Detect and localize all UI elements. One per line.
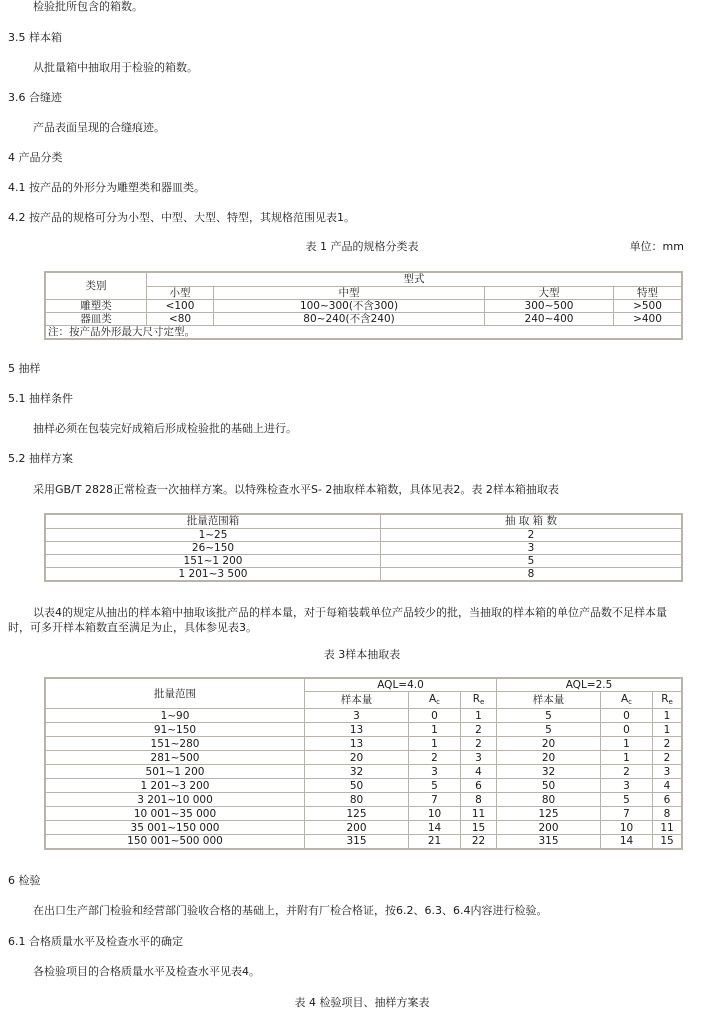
table1-category-header: 类别: [45, 272, 147, 299]
table2-header-count: 抽 取 箱 数: [381, 514, 683, 528]
heading-5-1: 5.1 抽样条件: [8, 392, 73, 405]
table3-cell: 11: [461, 807, 497, 821]
re-subscript: e: [668, 697, 673, 706]
table3-cell: 21: [409, 835, 461, 849]
table2: [44, 513, 683, 582]
table3-cell: 6: [461, 779, 497, 793]
table3-cell: 2: [653, 751, 683, 765]
table1-col-large: 大型: [485, 286, 614, 299]
table-row: [45, 835, 682, 849]
table3-cell: 5: [497, 723, 601, 737]
table-row: [45, 737, 682, 751]
table-row: [45, 567, 682, 581]
table3-cell: 3: [461, 751, 497, 765]
table3-cell: 5: [497, 709, 601, 723]
table1-row-name: 器皿类: [45, 312, 147, 325]
table3-cell: 1: [601, 737, 653, 751]
paragraph-3-5: 从批量箱中抽取用于检验的箱数。: [33, 61, 198, 74]
table3-cell: 1: [601, 751, 653, 765]
table3-cell: 50: [497, 779, 601, 793]
table-row: [45, 709, 682, 723]
table3-cell: 10: [409, 807, 461, 821]
table3-cell: 2: [601, 765, 653, 779]
table3-cell: 20: [497, 751, 601, 765]
table3-range-cell: 10 001~35 000: [45, 807, 305, 821]
paragraph-6-1: 各检验项目的合格质量水平及检查水平见表4。: [33, 965, 260, 978]
paragraph-5-2b: 以表4的规定从抽出的样本箱中抽取该批产品的样本量，对于每箱装载单位产品较少的批，当抽取的样本箱的单位产品数不足样本量时，可多开样本箱数直至满足为止，具体参见表3。: [8, 606, 667, 634]
table2-cell: 2: [381, 528, 683, 541]
table3-re-header: [653, 692, 683, 709]
table1-cell: 240~400: [485, 312, 614, 325]
table1-cell: <80: [147, 312, 214, 325]
table-row: [45, 779, 682, 793]
table3-cell: 5: [409, 779, 461, 793]
paragraph-5-1: 抽样必须在包装完好成箱后形成检验批的基础上进行。: [33, 422, 297, 435]
table-row: [45, 541, 682, 554]
ac-letter: A: [428, 692, 437, 705]
table3-cell: 125: [305, 807, 409, 821]
table3-range-cell: 35 001~150 000: [45, 821, 305, 835]
table3-cell: 3: [409, 765, 461, 779]
heading-5: 5 抽样: [8, 362, 41, 375]
table3-cell: 80: [497, 793, 601, 807]
table2-cell: 1~25: [45, 528, 381, 541]
table1-cell: 80~240(不含240): [214, 312, 485, 325]
table3-cell: 200: [305, 821, 409, 835]
table1-type-header: 型式: [147, 272, 683, 286]
table3-ac-header: [601, 692, 653, 709]
table1: [44, 271, 683, 340]
table2-cell: 3: [381, 541, 683, 554]
table3-cell: 20: [305, 751, 409, 765]
heading-4-2: 4.2 按产品的规格可分为小型、中型、大型、特型，其规格范围见表1。: [8, 211, 355, 224]
table3-cell: 2: [461, 723, 497, 737]
table3-cell: 8: [461, 793, 497, 807]
ac-letter: A: [620, 692, 629, 705]
table-row: [45, 751, 682, 765]
table3-cell: 2: [653, 737, 683, 751]
table3-cell: 7: [601, 807, 653, 821]
table3-range-cell: 1~90: [45, 709, 305, 723]
table3-range-cell: 1 201~3 200: [45, 779, 305, 793]
table3-cell: 15: [653, 835, 683, 849]
table1-col-medium: 中型: [214, 286, 485, 299]
table1-row-name: 雕塑类: [45, 299, 147, 312]
table-row: [45, 312, 682, 325]
re-letter: R: [472, 692, 480, 705]
table-row: [45, 807, 682, 821]
table-row: [45, 299, 682, 312]
table3-cell: 11: [653, 821, 683, 835]
table3-cell: 315: [497, 835, 601, 849]
re-subscript: e: [479, 697, 485, 706]
table3-cell: 50: [305, 779, 409, 793]
table3-cell: 15: [461, 821, 497, 835]
table1-note: 注：按产品外形最大尺寸定型。: [45, 325, 682, 339]
table1-caption: 表 1 产品的规格分类表: [305, 240, 419, 253]
table-row: [45, 528, 682, 541]
table3-cell: 20: [497, 737, 601, 751]
table-row: [45, 723, 682, 737]
table3-aql-4-0: AQL=4.0: [305, 678, 497, 692]
table3-range-cell: 281~500: [45, 751, 305, 765]
table3-cell: 3: [305, 709, 409, 723]
paragraph-3-6: 产品表面呈现的合缝痕迹。: [33, 121, 165, 134]
ac-subscript: c: [436, 697, 441, 706]
table3: [44, 677, 683, 850]
table3-cell: 200: [497, 821, 601, 835]
table3-cell: 1: [653, 723, 683, 737]
table3-ac-header: [409, 692, 461, 709]
table1-cell: >500: [614, 299, 683, 312]
table3-cell: 13: [305, 723, 409, 737]
table3-cell: 32: [497, 765, 601, 779]
table-row: [45, 821, 682, 835]
table2-header-range: 批量范围箱: [45, 514, 381, 528]
heading-3-6: 3.6 合缝迹: [8, 91, 62, 104]
table1-cell: <100: [147, 299, 214, 312]
table3-sample-header: 样本量: [497, 692, 601, 709]
table3-cell: 3: [653, 765, 683, 779]
table3-re-header: [461, 692, 497, 709]
table1-col-special: 特型: [614, 286, 683, 299]
table3-cell: 32: [305, 765, 409, 779]
table3-aql-2-5: AQL=2.5: [497, 678, 683, 692]
table2-cell: 1 201~3 500: [45, 567, 381, 581]
table3-cell: 10: [601, 821, 653, 835]
table1-col-small: 小型: [147, 286, 214, 299]
table3-cell: 0: [601, 709, 653, 723]
paragraph-6: 在出口生产部门检验和经营部门验收合格的基础上，并附有厂检合格证，按6.2、6.3、6.4内容进行检验。: [33, 904, 548, 917]
table1-cell: 100~300(不含300): [214, 299, 485, 312]
heading-5-2: 5.2 抽样方案: [8, 452, 73, 465]
table-row: [45, 793, 682, 807]
table3-cell: 8: [653, 807, 683, 821]
table2-cell: 26~150: [45, 541, 381, 554]
table2-cell: 151~1 200: [45, 554, 381, 567]
table1-unit: 单位：mm: [629, 240, 684, 253]
table3-cell: 125: [497, 807, 601, 821]
table3-range-cell: 151~280: [45, 737, 305, 751]
table3-cell: 1: [409, 723, 461, 737]
table1-cell: 300~500: [485, 299, 614, 312]
table3-cell: 0: [601, 723, 653, 737]
table3-range-cell: 3 201~10 000: [45, 793, 305, 807]
table3-sample-header: 样本量: [305, 692, 409, 709]
table2-cell: 8: [381, 567, 683, 581]
table3-cell: 315: [305, 835, 409, 849]
table2-cell: 5: [381, 554, 683, 567]
table3-cell: 4: [461, 765, 497, 779]
table-row: [45, 554, 682, 567]
table3-cell: 6: [653, 793, 683, 807]
heading-3-5: 3.5 样本箱: [8, 31, 62, 44]
heading-4: 4 产品分类: [8, 151, 63, 164]
table3-range-cell: 501~1 200: [45, 765, 305, 779]
paragraph-box-count: 检验批所包含的箱数。: [33, 0, 143, 13]
heading-6-1: 6.1 合格质量水平及检查水平的确定: [8, 935, 183, 948]
table3-cell: 2: [409, 751, 461, 765]
paragraph-5-2: 采用GB/T 2828正常检查一次抽样方案。以特殊检查水平S- 2抽取样本箱数，具体见表2。表 2样本箱抽取表: [33, 483, 559, 496]
table3-cell: 2: [461, 737, 497, 751]
table3-cell: 7: [409, 793, 461, 807]
table3-cell: 14: [409, 821, 461, 835]
table3-cell: 22: [461, 835, 497, 849]
table3-caption: 表 3样本抽取表: [323, 648, 401, 661]
table-row: [45, 765, 682, 779]
heading-6: 6 检验: [8, 874, 41, 887]
table1-cell: >400: [614, 312, 683, 325]
table4-caption: 表 4 检验项目、抽样方案表: [294, 996, 430, 1009]
table3-cell: 4: [653, 779, 683, 793]
table3-range-cell: 150 001~500 000: [45, 835, 305, 849]
table3-cell: 1: [653, 709, 683, 723]
table3-cell: 1: [409, 737, 461, 751]
table3-cell: 1: [461, 709, 497, 723]
table3-range-cell: 91~150: [45, 723, 305, 737]
re-letter: R: [661, 692, 669, 705]
table3-cell: 3: [601, 779, 653, 793]
table3-range-header: 批量范围: [45, 678, 305, 709]
table3-cell: 0: [409, 709, 461, 723]
table3-cell: 13: [305, 737, 409, 751]
table3-cell: 14: [601, 835, 653, 849]
table3-cell: 5: [601, 793, 653, 807]
table3-cell: 80: [305, 793, 409, 807]
heading-4-1: 4.1 按产品的外形分为雕塑类和器皿类。: [8, 181, 205, 194]
ac-subscript: c: [628, 697, 633, 706]
